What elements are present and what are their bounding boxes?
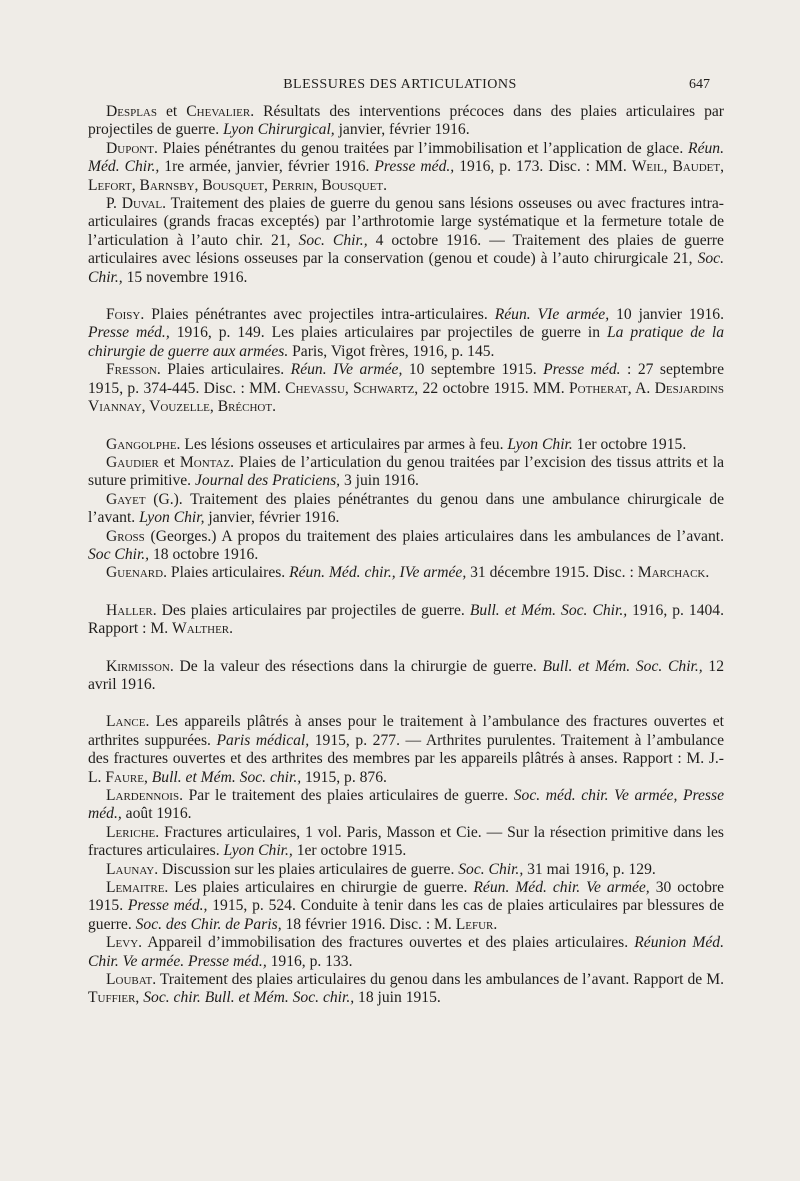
- entry-text: 22 octobre 1915. MM.: [418, 379, 569, 397]
- bibliography-entry: [88, 103, 724, 140]
- entry-group: [88, 658, 724, 695]
- source-citation: La pratique de la chirurgie de guerre aux armées.: [88, 324, 724, 360]
- entry-text: . Les lésions osseuses et articulaires par armes à feu.: [176, 435, 508, 453]
- source-citation: Soc Chir.,: [88, 545, 150, 563]
- source-citation: Bull. et Mém. Soc. Chir.,: [542, 657, 703, 675]
- entry-text: 3 juin 1916.: [340, 472, 419, 490]
- author-name: Leriche: [106, 823, 156, 841]
- author-name: Weil, Baudet, Lefort, Barnsby, Bousquet, Perrin, Bousquet: [88, 158, 725, 194]
- entry-text: . Les appareils plâtrés à anses pour le traitement à l’ambulance des fractures ouvertes et arthrites suppurées.: [88, 713, 724, 749]
- entry-text: 1915, p. 277. — Arthrites purulentes. Traitement à l’ambulance des fractures ouvertes et des arthrites des membres par les appareils plâtrés à anses. Rapport : M. J.-L.: [88, 731, 725, 786]
- source-citation: Réun. Méd. chir., IVe armée,: [289, 564, 467, 582]
- entry-text: .: [493, 915, 498, 933]
- bibliography-entry: [88, 564, 724, 582]
- entry-text: (Georges.) A propos du traitement des plaies articulaires dans les ambulances de l’avant.: [144, 527, 724, 545]
- running-title: BLESSURES DES ARTICULATIONS: [283, 77, 517, 92]
- source-citation: Soc. Chir.,: [298, 231, 368, 249]
- author-name: Levy: [106, 934, 139, 952]
- entry-text: . Par le traitement des plaies articulaires de guerre.: [179, 787, 514, 804]
- entry-group: [88, 602, 724, 639]
- entry-text: . Appareil d’immobilisation des fractures ouvertes et des plaies articulaires.: [138, 934, 635, 952]
- entry-text: .: [705, 564, 710, 582]
- entry-text: et: [158, 453, 180, 471]
- entry-text: 15 novembre 1916.: [122, 268, 248, 286]
- author-name: Lardennois: [106, 787, 180, 804]
- entry-group: [88, 436, 724, 583]
- source-citation: Réun. Méd. chir. Ve armée,: [473, 879, 650, 897]
- bibliography-entry: [88, 971, 724, 1008]
- author-name: Tuffier,: [88, 989, 140, 1007]
- entry-text: 18 février 1916. Disc. : M.: [281, 915, 456, 933]
- entry-text: janvier, février 1916.: [334, 121, 470, 139]
- entry-text: 1916, p. 149. Les plaies articulaires par projectiles de guerre in: [169, 324, 607, 342]
- source-citation: Lyon Chir.: [507, 435, 573, 453]
- entry-text: . Plaies de l’articulation du genou traitées par l’excision des tissus attrits et la suture primitive.: [88, 453, 724, 490]
- author-name: Chevalier: [186, 103, 251, 120]
- bibliography-entry: [88, 824, 724, 861]
- entry-text: (G.). Traitement des plaies pénétrantes du genou dans une ambulance chirurgicale de l’avant.: [88, 490, 724, 527]
- entry-text: . Les plaies articulaires en chirurgie de guerre.: [164, 879, 474, 897]
- entry-text: 18 juin 1915.: [354, 989, 441, 1007]
- source-citation: Presse méd.: [543, 361, 621, 379]
- author-name: Potherat, A. Desjardins Viannay, Vouzelle, Bréchot: [88, 379, 724, 416]
- entry-text: 1er octobre 1915.: [292, 842, 407, 860]
- entry-text: août 1916.: [121, 805, 192, 823]
- author-name: Lance: [106, 713, 146, 731]
- bibliography-entry: [88, 658, 724, 695]
- entry-text: 4 octobre 1916. — Traitement des plaies de guerre articulaires avec lésions osseuses par la conservation (genou et coude) à l’auto chirurgicale 21,: [88, 231, 724, 268]
- bibliography-entry: [88, 528, 724, 565]
- author-name: Foisy: [106, 306, 141, 324]
- entry-text: . Traitement des plaies articulaires du genou dans les ambulances de l’avant. Rapport de M.: [152, 971, 724, 989]
- entry-text: . Traitement des plaies de guerre du genou sans lésions osseuses ou avec fractures intra-articulaires (grands fracas exceptés) par l’arthrotomie large systématique et la fermeture totale de l’articulation à l’auto chir. 21,: [88, 195, 724, 249]
- entry-text: : 27 septembre 1915, p. 374-445. Disc. : MM.: [88, 361, 725, 397]
- entry-text: . Plaies articulaires.: [156, 361, 291, 379]
- bibliography-entry: [88, 361, 724, 416]
- bibliography-entry: [88, 454, 724, 491]
- source-citation: Réun. IVe armée,: [290, 361, 403, 379]
- bibliography-entry: [88, 436, 724, 454]
- author-name: Launay: [106, 860, 155, 878]
- bibliography-entry: [88, 195, 724, 287]
- bibliography-entry: [88, 934, 724, 971]
- bibliography-entry: [88, 861, 724, 879]
- entry-text: . Résultats des interventions précoces dans des plaies articulaires par projectiles de guerre.: [88, 103, 724, 139]
- source-citation: Journal des Praticiens,: [194, 472, 341, 490]
- entry-text: . Fractures articulaires, 1 vol. Paris, Masson et Cie. — Sur la résection primitive dans les fractures articulaires.: [88, 823, 724, 860]
- author-name: Lefur: [455, 915, 494, 933]
- bibliography-list: [88, 103, 724, 1027]
- page-number: 647: [689, 77, 710, 92]
- source-citation: Bull. et Mém. Soc. Chir.,: [469, 601, 628, 619]
- source-citation: Lyon Chir.,: [223, 842, 293, 860]
- author-name: Gangolphe: [106, 435, 177, 453]
- entry-text: 1915, p. 876.: [301, 768, 387, 786]
- bibliography-entry: [88, 602, 724, 639]
- bibliography-entry: [88, 491, 724, 528]
- author-name: Lemaitre: [106, 879, 165, 897]
- author-name: Gross: [106, 527, 145, 545]
- page-header: [90, 77, 710, 97]
- entry-text: 1916, p. 173. Disc. : MM.: [454, 158, 632, 176]
- author-name: Montaz: [179, 453, 231, 471]
- entry-text: 1916, p. 133.: [266, 952, 353, 970]
- entry-text: et: [157, 103, 187, 120]
- entry-text: . Plaies pénétrantes avec projectiles intra-articulaires.: [140, 306, 495, 324]
- source-citation: Bull. et Mém. Soc. chir.,: [151, 768, 302, 786]
- bibliography-entry: [88, 879, 724, 934]
- entry-text: . Discussion sur les plaies articulaires de guerre.: [154, 860, 459, 878]
- entry-text: 31 décembre 1915. Disc. :: [466, 564, 638, 582]
- source-citation: Paris médical,: [216, 731, 310, 749]
- author-name: Desplas: [106, 103, 157, 120]
- entry-text: 1re armée, janvier, février 1916.: [159, 158, 375, 176]
- source-citation: Lyon Chir,: [139, 509, 205, 527]
- bibliography-entry: [88, 787, 724, 824]
- entry-text: 12 avril 1916.: [88, 657, 724, 693]
- entry-text: .: [229, 620, 234, 638]
- source-citation: Presse méd.,: [88, 324, 170, 342]
- entry-text: . Plaies pénétrantes du genou traitées par l’immobilisation et l’application de glace.: [153, 139, 689, 157]
- author-name: Marchack: [637, 564, 706, 582]
- entry-text: 1er octobre 1915.: [572, 435, 687, 453]
- author-name: Kirmisson: [106, 657, 170, 675]
- bibliography-entry: [88, 713, 724, 787]
- entry-text: 31 mai 1916, p. 129.: [523, 860, 656, 878]
- author-name: Faure,: [105, 768, 148, 786]
- entry-text: . De la valeur des résections dans la chirurgie de guerre.: [169, 657, 543, 675]
- author-name: Gayet: [106, 490, 146, 508]
- entry-text: 1916, p. 1404. Rapport : M.: [88, 601, 725, 638]
- entry-text: 1915, p. 524. Conduite à tenir dans les cas de plaies articulaires par blessures de guerre.: [88, 897, 724, 933]
- source-citation: Lyon Chirurgical,: [223, 121, 335, 139]
- author-name: Guenard: [106, 564, 164, 582]
- source-citation: Soc. Chir.,: [88, 250, 724, 286]
- author-name: Fresson: [106, 361, 157, 379]
- entry-text: janvier, février 1916.: [204, 509, 340, 527]
- source-citation: Soc. méd. chir. Ve armée, Presse méd.,: [88, 787, 724, 823]
- author-name: Chevassu, Schwartz,: [285, 379, 419, 397]
- bibliography-entry: [88, 306, 724, 361]
- entry-text: . Des plaies articulaires par projectiles de guerre.: [152, 601, 470, 619]
- entry-group: [88, 103, 724, 287]
- entry-text: .: [383, 176, 387, 194]
- source-citation: Soc. chir. Bull. et Mém. Soc. chir.,: [143, 989, 355, 1007]
- entry-text: .: [272, 398, 276, 416]
- author-name: Dupont: [106, 139, 154, 157]
- entry-text: P.: [106, 195, 122, 213]
- source-citation: Presse méd.,: [374, 158, 455, 176]
- author-name: Gaudier: [106, 453, 159, 471]
- author-name: Duval: [121, 195, 163, 213]
- source-citation: Presse méd.,: [127, 897, 208, 915]
- entry-text: 18 octobre 1916.: [149, 545, 259, 563]
- bibliography-entry: [88, 140, 724, 195]
- author-name: Walther: [172, 620, 230, 638]
- source-citation: Soc. Chir.,: [458, 860, 524, 878]
- entry-group: [88, 306, 724, 416]
- source-citation: Soc. des Chir. de Paris,: [135, 915, 282, 933]
- entry-text: . Plaies articulaires.: [163, 564, 290, 582]
- author-name: Loubat: [106, 971, 153, 989]
- source-citation: Réun. Méd. Chir.,: [88, 139, 724, 176]
- entry-text: Paris, Vigot frères, 1916, p. 145.: [288, 342, 495, 360]
- author-name: Haller: [106, 601, 153, 619]
- entry-text: 30 octobre 1915.: [88, 879, 725, 915]
- entry-text: 10 janvier 1916.: [609, 306, 724, 324]
- entry-text: 10 septembre 1915.: [402, 361, 544, 379]
- source-citation: Réun. VIe armée,: [494, 306, 610, 324]
- source-citation: Réunion Méd. Chir. Ve armée. Presse méd.,: [88, 934, 724, 970]
- entry-group: [88, 713, 724, 1008]
